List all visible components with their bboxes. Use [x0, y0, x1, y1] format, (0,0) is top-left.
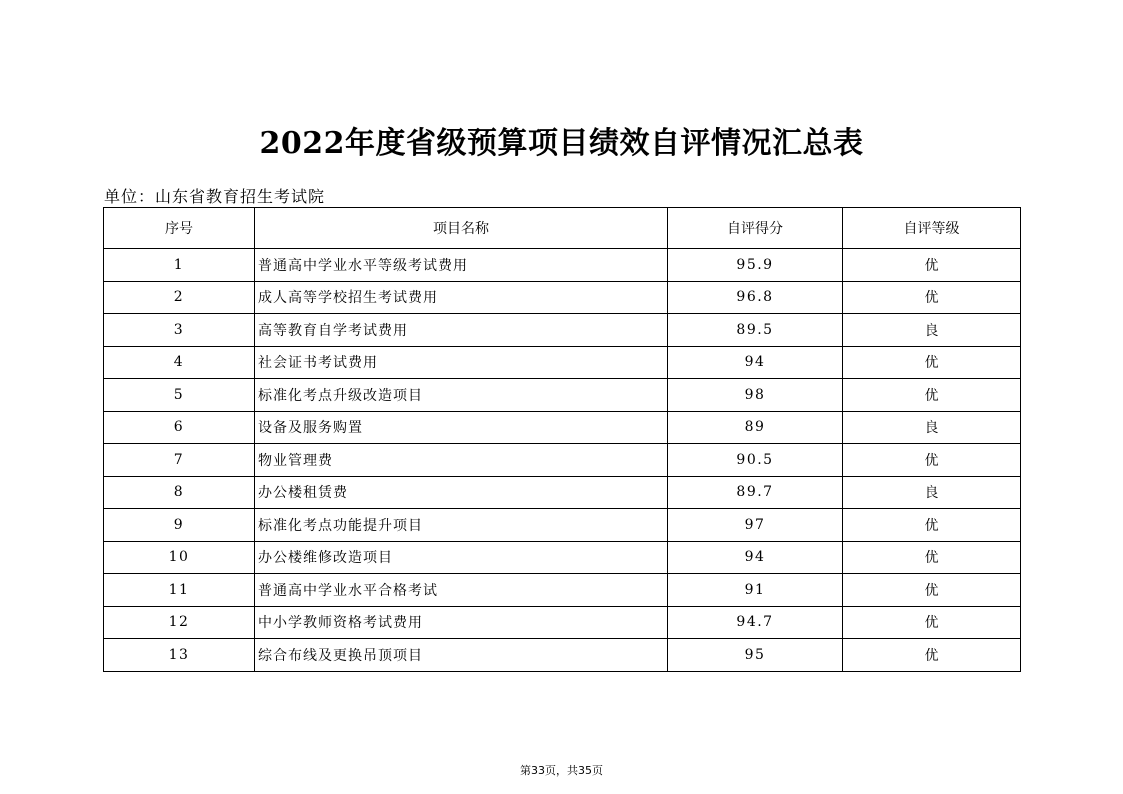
row-grade: 优 [843, 639, 1021, 672]
row-grade: 优 [843, 541, 1021, 574]
table-row [104, 281, 1021, 314]
row-score: 94.7 [668, 606, 843, 639]
row-number: 4 [104, 346, 255, 379]
table-row [104, 541, 1021, 574]
table-row [104, 509, 1021, 542]
row-number: 6 [104, 411, 255, 444]
page-title: 2022年度省级预算项目绩效自评情况汇总表 [259, 126, 864, 161]
table-row [104, 574, 1021, 607]
row-grade: 优 [843, 574, 1021, 607]
row-project-name: 标准化考点功能提升项目 [255, 509, 668, 542]
row-score: 90.5 [668, 444, 843, 477]
row-grade: 优 [843, 509, 1021, 542]
header-score: 自评得分 [668, 208, 843, 249]
header-grade: 自评等级 [843, 208, 1021, 249]
table-row [104, 314, 1021, 347]
row-number: 9 [104, 509, 255, 542]
row-project-name: 办公楼租赁费 [255, 476, 668, 509]
row-score: 97 [668, 509, 843, 542]
row-number: 7 [104, 444, 255, 477]
row-score: 89.5 [668, 314, 843, 347]
table-row [104, 444, 1021, 477]
row-grade: 良 [843, 476, 1021, 509]
table-body [104, 249, 1021, 672]
row-project-name: 标准化考点升级改造项目 [255, 379, 668, 412]
row-number: 1 [104, 249, 255, 282]
row-number: 11 [104, 574, 255, 607]
row-number: 5 [104, 379, 255, 412]
row-project-name: 社会证书考试费用 [255, 346, 668, 379]
header-no: 序号 [104, 208, 255, 249]
table-row [104, 476, 1021, 509]
table-row [104, 249, 1021, 282]
unit-label: 单位：山东省教育招生考试院 [104, 187, 326, 206]
table-header-row [104, 208, 1021, 249]
row-grade: 优 [843, 346, 1021, 379]
row-score: 95 [668, 639, 843, 672]
row-project-name: 中小学教师资格考试费用 [255, 606, 668, 639]
table-row [104, 379, 1021, 412]
row-grade: 优 [843, 281, 1021, 314]
row-score: 95.9 [668, 249, 843, 282]
row-project-name: 普通高中学业水平合格考试 [255, 574, 668, 607]
row-number: 12 [104, 606, 255, 639]
row-score: 94 [668, 346, 843, 379]
row-number: 3 [104, 314, 255, 347]
row-project-name: 综合布线及更换吊顶项目 [255, 639, 668, 672]
row-project-name: 普通高中学业水平等级考试费用 [255, 249, 668, 282]
row-number: 10 [104, 541, 255, 574]
row-number: 2 [104, 281, 255, 314]
table-row [104, 346, 1021, 379]
row-score: 98 [668, 379, 843, 412]
table-row [104, 606, 1021, 639]
row-score: 89 [668, 411, 843, 444]
row-number: 8 [104, 476, 255, 509]
row-grade: 优 [843, 379, 1021, 412]
row-score: 94 [668, 541, 843, 574]
row-project-name: 设备及服务购置 [255, 411, 668, 444]
row-project-name: 办公楼维修改造项目 [255, 541, 668, 574]
table-row [104, 411, 1021, 444]
row-grade: 良 [843, 411, 1021, 444]
table-row [104, 639, 1021, 672]
evaluation-table [103, 207, 1021, 672]
row-project-name: 高等教育自学考试费用 [255, 314, 668, 347]
row-project-name: 物业管理费 [255, 444, 668, 477]
header-name: 项目名称 [255, 208, 668, 249]
page-footer: 第33页，共35页 [520, 764, 603, 777]
row-grade: 优 [843, 606, 1021, 639]
row-score: 96.8 [668, 281, 843, 314]
row-project-name: 成人高等学校招生考试费用 [255, 281, 668, 314]
row-grade: 优 [843, 444, 1021, 477]
row-number: 13 [104, 639, 255, 672]
row-grade: 良 [843, 314, 1021, 347]
row-grade: 优 [843, 249, 1021, 282]
row-score: 89.7 [668, 476, 843, 509]
row-score: 91 [668, 574, 843, 607]
